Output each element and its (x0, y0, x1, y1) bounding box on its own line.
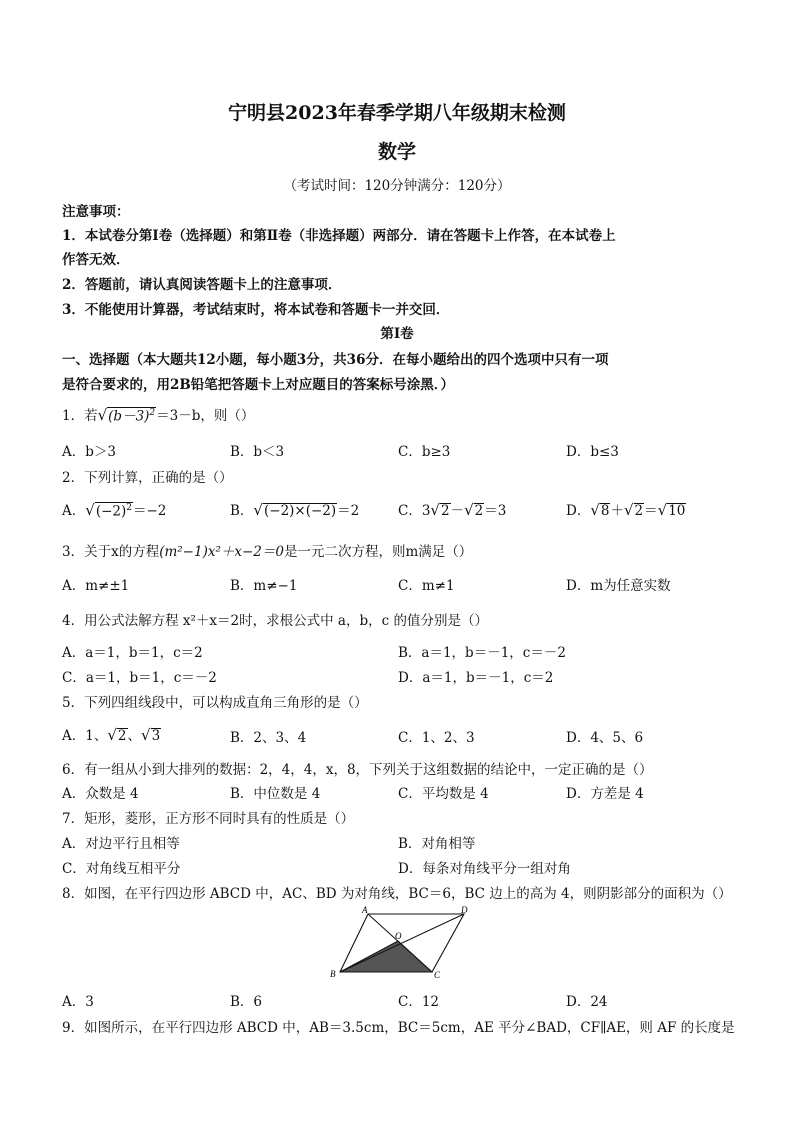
section-heading: 一、选择题（本大题共12小题，每小题3分，共36分．在每小题给出的四个选项中只有一项 (62, 352, 609, 368)
question-8-stem: 8．如图，在平行四边形 ABCD 中，AC、BD 为对角线，BC＝6，BC 边上的高为 4，则阴影部分的面积为（） (62, 886, 732, 902)
q6-option-d: D．方差是 4 (566, 786, 644, 802)
q2-option-d (566, 499, 686, 520)
q6-option-a: A．众数是 4 (62, 786, 139, 802)
q8-option-b: B．6 (230, 994, 263, 1010)
section-heading-cont: 是符合要求的，用2B铅笔把答题卡上对应题目的答案标号涂黑．） (62, 377, 455, 393)
q2-d-equals: ＝ (644, 503, 658, 519)
q3-option-b: B．m≠−1 (230, 578, 298, 594)
subject-title: 数学 (377, 141, 416, 163)
q8-option-d: D．24 (566, 994, 608, 1010)
q4-option-a: A．a＝1，b＝1，c＝2 (62, 645, 203, 661)
vertex-label-o: O (395, 931, 402, 941)
notice-item-2: 2．答题前，请认真阅读答题卡上的注意事项． (62, 277, 342, 293)
q2-b-label: B． (230, 503, 254, 519)
q1-radicand (107, 407, 156, 425)
sqrt-sign-icon: √ (430, 501, 440, 519)
q2-a-label: A． (62, 503, 86, 519)
q2-d-radicand-2: 2 (634, 503, 644, 519)
q1-radicand-text: (b－3) (108, 408, 150, 424)
exam-title: 宁明县2023年春季学期八年级期末检测 (228, 102, 566, 124)
question-1-stem (62, 404, 254, 425)
q7-option-d: D．每条对角线平分一组对角 (398, 861, 571, 877)
q1-exponent: 2 (149, 407, 156, 418)
vertex-label-d: D (461, 906, 468, 915)
sqrt-sign-icon: √ (657, 501, 668, 519)
sqrt-sign-icon: √ (464, 501, 474, 519)
q2-b-result: ＝2 (337, 503, 360, 519)
question-6-stem: 6．有一组从小到大排列的数据：2，4，4，x，8，下列关于这组数据的结论中，一定正确的是（） (62, 762, 653, 778)
sqrt-sign-icon: √ (97, 406, 108, 424)
time-note: （考试时间：120分钟满分：120分） (283, 178, 511, 194)
question-3-stem (62, 540, 472, 560)
q2-c-operator: － (450, 503, 465, 519)
q6-option-c: C．平均数是 4 (398, 786, 489, 802)
notice-item-1-cont: 作答无效． (62, 252, 130, 268)
q2-a-radicand-text: (−2) (95, 503, 127, 519)
vertex-label-b: B (330, 969, 336, 979)
q6-option-b: B．中位数是 4 (230, 786, 321, 802)
q4-option-c: C．a＝1，b＝1，c＝－2 (62, 670, 217, 686)
q2-d-label: D． (566, 503, 591, 519)
q2-c-radicand-2: 2 (474, 503, 484, 519)
q2-d-operator: ＋ (610, 503, 624, 519)
q5-a-radicand-2: 3 (151, 728, 161, 744)
vertex-label-a: A (362, 906, 368, 915)
q2-option-a (62, 499, 166, 520)
q3-option-a: A．m≠±1 (62, 578, 130, 594)
sqrt-sign-icon: √ (590, 501, 600, 519)
notice-item-1: 1．本试卷分第Ⅰ卷（选择题）和第Ⅱ卷（非选择题）两部分．请在答题卡上作答，在本试卷上 (62, 228, 616, 244)
q5-a-label: A．1、 (62, 728, 108, 744)
q1-number: 1．若 (62, 408, 98, 424)
q7-option-a: A．对边平行且相等 (62, 836, 180, 852)
q1-option-c: C．b≥3 (398, 444, 451, 460)
q2-a-exponent: 2 (126, 502, 132, 513)
q5-option-c: C．1、2、3 (398, 730, 475, 746)
q2-option-c (398, 499, 506, 520)
part1-label: 第Ⅰ卷 (380, 326, 414, 342)
q2-c-label: C．3 (398, 503, 431, 519)
q5-a-separator: 、 (127, 728, 141, 744)
q5-option-b: B．2、3、4 (230, 730, 307, 746)
q1-option-b: B．b＜3 (230, 444, 285, 460)
q3-equation: (m²−1)x²＋x−2＝0 (159, 544, 284, 560)
q2-d-radicand-3: 10 (668, 503, 686, 519)
q3-option-d: D．m为任意实数 (566, 578, 671, 594)
question-4-stem: 4．用公式法解方程 x²＋x＝2时，求根公式中 a，b，c 的值分别是（） (62, 613, 488, 629)
question-9-stem: 9．如图所示，在平行四边形 ABCD 中，AB＝3.5cm，BC＝5cm，AE 平分∠BAD，CF∥AE，则 AF 的长度是 (62, 1020, 735, 1036)
q1-rhs: ＝3－b，则（） (156, 408, 255, 424)
notice-item-3: 3．不能使用计算器，考试结束时，将本试卷和答题卡一并交回． (62, 302, 450, 318)
question-2-stem: 2．下列计算，正确的是（） (62, 470, 233, 486)
q7-option-b: B．对角相等 (398, 836, 476, 852)
q4-option-d: D．a＝1，b＝－1，c＝2 (398, 670, 554, 686)
q3-option-c: C．m≠1 (398, 578, 455, 594)
q2-c-result: ＝3 (484, 503, 507, 519)
q5-a-radicand-1: 2 (117, 728, 127, 744)
q2-a-result: ＝−2 (132, 503, 167, 519)
q8-option-a: A．3 (62, 994, 94, 1010)
vertex-label-c: C (434, 970, 441, 980)
sqrt-sign-icon: √ (107, 726, 117, 744)
q4-option-b: B．a＝1，b＝－1，c＝－2 (398, 645, 566, 661)
q2-d-radicand-1: 8 (600, 503, 610, 519)
question-7-stem: 7．矩形，菱形，正方形不同时具有的性质是（） (62, 811, 355, 827)
sqrt-sign-icon: √ (623, 501, 634, 519)
shaded-triangle (340, 941, 432, 972)
q3-suffix: 是一元二次方程，则m满足（） (283, 544, 473, 560)
sqrt-sign-icon: √ (253, 501, 263, 519)
sqrt-sign-icon: √ (85, 501, 95, 519)
q7-option-c: C．对角线互相平分 (62, 861, 181, 877)
q2-c-radicand-1: 2 (440, 503, 450, 519)
q2-option-b (230, 499, 359, 520)
q1-option-a: A．b＞3 (62, 444, 116, 460)
q8-option-c: C．12 (398, 994, 440, 1010)
q2-b-radicand: (−2)×(−2) (263, 503, 337, 519)
notice-heading: 注意事项： (62, 204, 130, 220)
q5-option-a (62, 724, 161, 745)
question-5-stem: 5．下列四组线段中，可以构成直角三角形的是（） (62, 695, 368, 711)
q3-prefix: 3．关于x的方程 (62, 544, 160, 560)
parallelogram-figure (330, 906, 470, 980)
q5-option-d: D．4、5、6 (566, 730, 644, 746)
sqrt-sign-icon: √ (141, 726, 151, 744)
q2-a-radicand (95, 502, 133, 520)
q1-option-d: D．b≤3 (566, 444, 619, 460)
